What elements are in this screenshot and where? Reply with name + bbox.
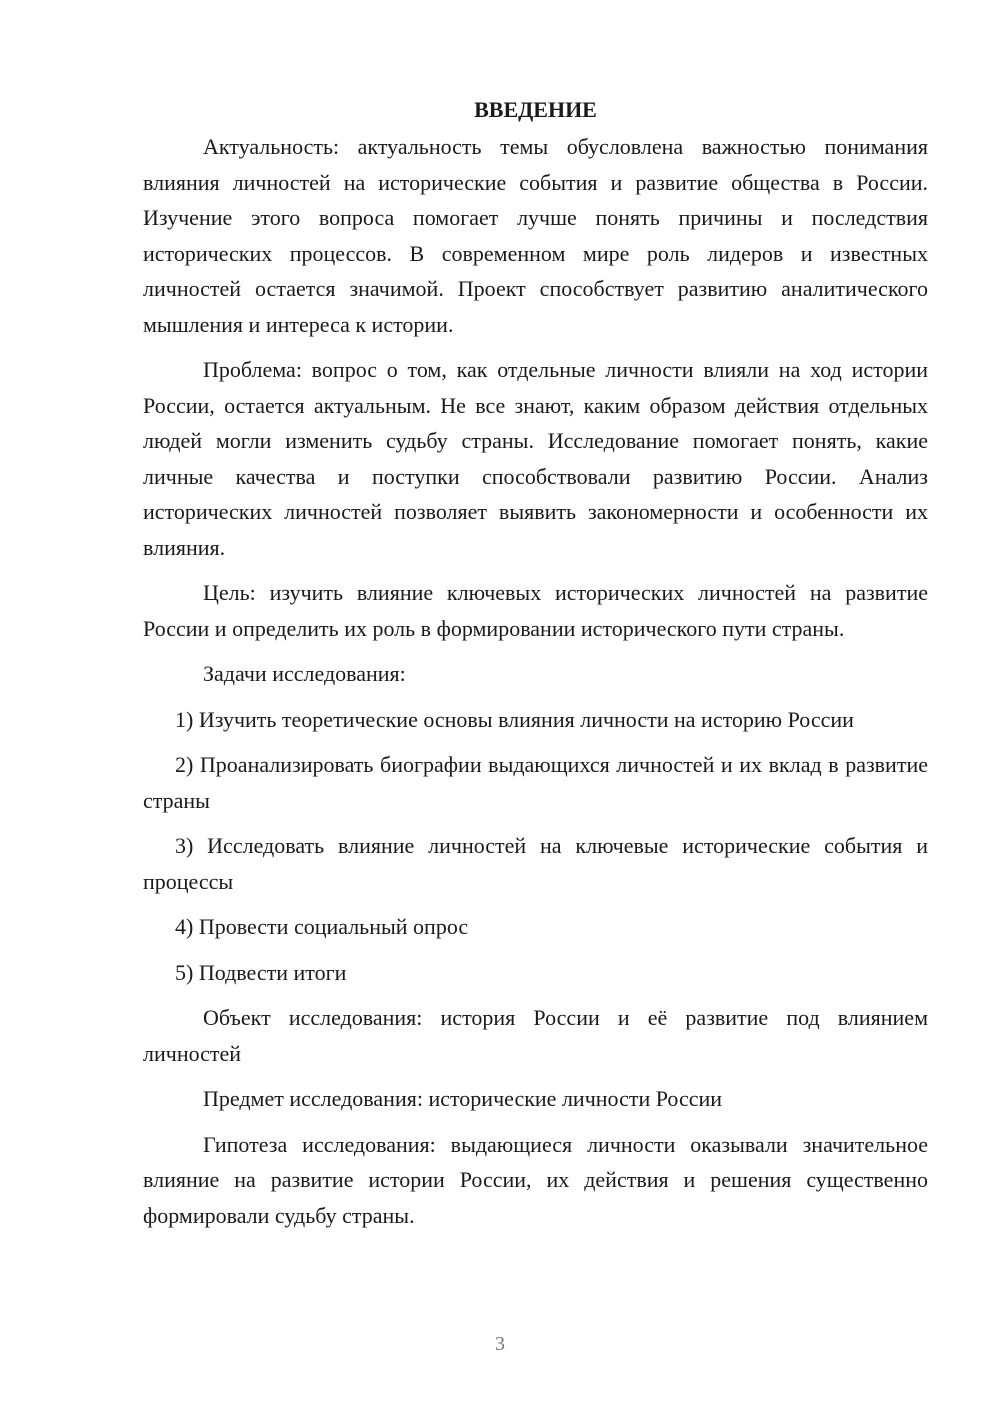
- goal-paragraph: Цель: изучить влияние ключевых исторических личностей на развитие России и определить их роль в формировании исторического пути страны.: [143, 580, 928, 641]
- list-item: 5) Подвести итоги: [175, 959, 347, 985]
- tasks-title: Задачи исследования:: [203, 661, 406, 686]
- page-number: 3: [495, 1333, 505, 1355]
- tasks-list: [143, 702, 928, 991]
- list-item: 4) Провести социальный опрос: [175, 914, 469, 939]
- hypothesis-paragraph: Гипотеза исследования: выдающиеся личности оказывали значительное влияние на развитие истории России, их действия и решения существенно формировали судьбу страны.: [143, 1131, 928, 1228]
- list-item: 3) Исследовать влияние личностей на ключевые исторические события и процессы: [143, 833, 928, 894]
- subject-paragraph: Предмет исследования: исторические личности России: [203, 1086, 723, 1111]
- relevance-paragraph: Актуальность: актуальность темы обусловлена важностью понимания влияния личностей на исторические события и развитие общества в России. Изучение этого вопроса помогает лучше понять причины и последствия исторических процессов. В современном мире роль лидеров и известных личностей остается значимой. Проект способствует развитию аналитического мышления и интереса к истории.: [143, 134, 928, 337]
- section-heading: ВВЕДЕНИЕ: [474, 97, 597, 122]
- problem-paragraph: Проблема: вопрос о том, как отдельные личности влияли на ход истории России, остается актуальным. Не все знают, каким образом действия отдельных людей могли изменить судьбу страны. Исследование помогает понять, какие личные качества и поступки способствовали развитию России. Анализ исторических личностей позволяет выявить закономерности и особенности их влияния.: [143, 357, 928, 560]
- object-paragraph: Объект исследования: история России и её развитие под влиянием личностей: [143, 1005, 928, 1066]
- list-item: 1) Изучить теоретические основы влияния личности на историю России: [175, 706, 854, 732]
- list-item: 2) Проанализировать биографии выдающихся личностей и их вклад в развитие страны: [143, 752, 928, 813]
- document-page: [143, 92, 928, 1243]
